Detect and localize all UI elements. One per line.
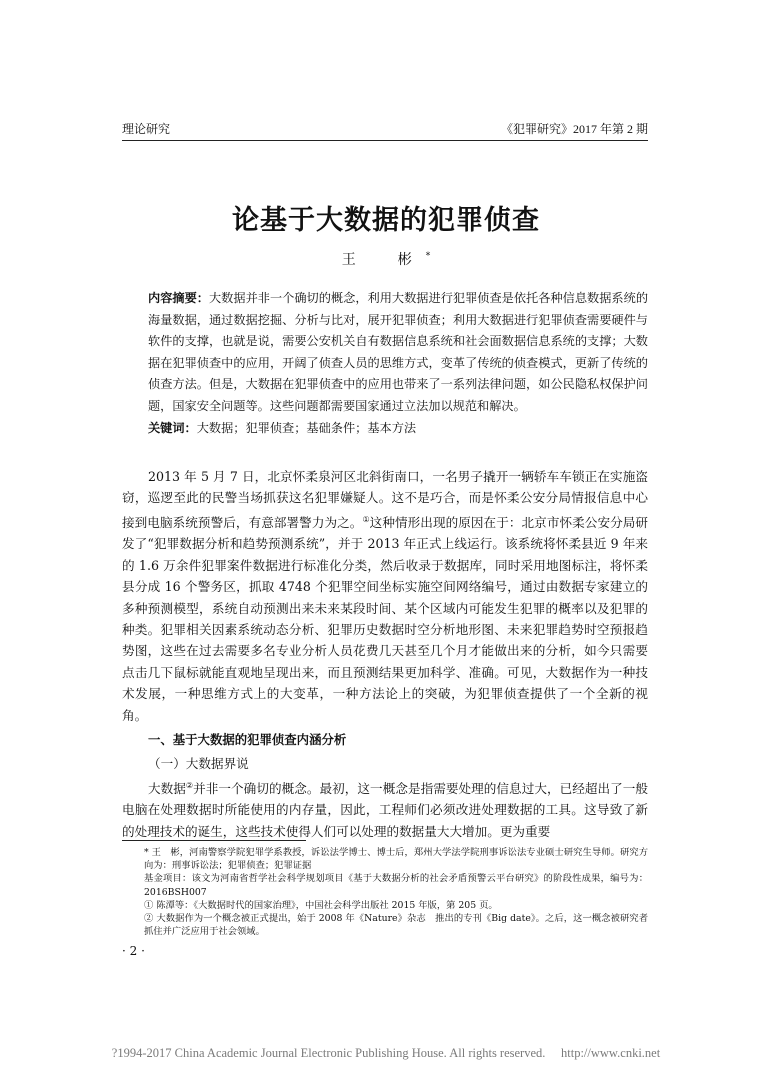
author-line <box>0 249 772 269</box>
paragraph-text: 这种情形出现的原因在于：北京市怀柔公安分局研发了“犯罪数据分析和趋势预测系统”，并于 2013 年正式上线运行。该系统将怀柔县近 9 年来的 1.6 万余件犯罪案件数据进行标准化分类，然后收录于数据库，同时采用地图标注，将怀柔县分成 16 个警务区，抓取 4748 个犯罪空间坐标实施空间网络编号，通过由数据专家建立的多种预测模型，系统自动预测出来未来某段时间、某个区域内可能发生犯罪的概率以及犯罪的种类。犯罪相关因素系统动态分析、犯罪历史数据时空分析地形图、未来犯罪趋势时空预报趋势图，这些在过去需要多名专业分析人员花费几天甚至几个月才能做出来的分析，如今只需要点击几下鼠标就能直观地呈现出来，而且预测结果更加科学、准确。可见，大数据作为一种技术发展，一种思维方式上的大变革，一种方法论上的突破，为犯罪侦查提供了一个全新的视角。 <box>122 515 649 723</box>
body-paragraph-1 <box>122 466 648 726</box>
header-section-label: 理论研究 <box>122 122 171 136</box>
abstract-label: 内容摘要： <box>148 291 209 305</box>
paragraph-text: 大数据 <box>148 781 186 797</box>
body-text <box>122 466 648 842</box>
footnote-fund: 基金项目：该文为河南省哲学社会科学规划项目《基于大数据分析的社会矛盾预警云平台研究》的阶段性成果，编号为：2016BSH007 <box>144 873 648 898</box>
footnote-rule <box>122 840 306 841</box>
page-number: · 2 · <box>122 944 145 958</box>
author-name: 王 彬 <box>341 252 426 268</box>
abstract-paragraph <box>122 288 648 417</box>
running-header <box>122 120 648 138</box>
paragraph-text: 并非一个确切的概念。最初，这一概念是指需要处理的信息过大，已经超出了一般电脑在处理数据时所能使用的内存量，因此，工程师们必须改进处理数据的工具。这导致了新的处理技术的诞生，这些技术使得人们可以处理的数据量大大增加。更为重要 <box>122 781 649 839</box>
header-journal-issue: 《犯罪研究》2017 年第 2 期 <box>500 122 648 136</box>
footnote-author: * 王 彬，河南警察学院犯罪学系教授，诉讼法学博士、博士后，郑州大学法学院刑事诉讼法专业硕士研究生导师。研究方向为：刑事诉讼法；犯罪侦查；犯罪证据 <box>144 847 648 872</box>
copyright-watermark: ?1994-2017 China Academic Journal Electronic Publishing House. All rights reserved. http://www.cnki.net <box>111 1046 661 1060</box>
keywords-text: 大数据；犯罪侦查；基础条件；基本方法 <box>196 421 417 435</box>
footnote-ref-1: ① <box>362 514 370 524</box>
body-paragraph-2 <box>122 775 648 842</box>
footnote-ref-2: ② <box>185 780 194 790</box>
author-footnote-mark: * <box>425 251 431 262</box>
paragraph-text: 2013 年 5 月 7 日，北京怀柔泉河区北斜街南口，一名男子撬开一辆轿车车锁正在实施盗窃，巡逻至此的民警当场抓获这名犯罪嫌疑人。这不是巧合，而是怀柔公安分局情报信息中心接到电脑系统预警后，有意部署警力为之。 <box>122 469 648 530</box>
footnote-1: ① 陈潭等：《大数据时代的国家治理》，中国社会科学出版社 2015 年版，第 205 页。 <box>144 899 498 911</box>
abstract-block <box>122 288 648 440</box>
abstract-text: 大数据并非一个确切的概念，利用大数据进行犯罪侦查是依托各种信息数据系统的海量数据，通过数据挖掘、分析与比对，展开犯罪侦查；利用大数据进行犯罪侦查需要硬件与软件的支撑，也就是说，需要公安机关自有数据信息系统和社会面数据信息系统的支撑；大数据在犯罪侦查中的应用，开阔了侦查人员的思维方式，变革了传统的侦查模式，更新了传统的侦查方法。但是，大数据在犯罪侦查中的应用也带来了一系列法律问题，如公民隐私权保护问题，国家安全问题等。这些问题都需要国家通过立法加以规范和解决。 <box>148 291 649 413</box>
keywords-label: 关键词： <box>148 421 197 435</box>
subsection-heading-1: （一）大数据界说 <box>148 756 249 772</box>
footnote-2: ② 大数据作为一个概念被正式提出，始于 2008 年《Nature》杂志 推出的专刊《Big date》。之后，这一概念被研究者抓住并广泛应用于社会领域。 <box>144 913 648 938</box>
keywords-line <box>122 418 648 440</box>
header-rule <box>122 140 648 141</box>
footnotes-block <box>122 846 648 938</box>
section-heading-1: 一、基于大数据的犯罪侦查内涵分析 <box>148 732 347 748</box>
article-title: 论基于大数据的犯罪侦查 <box>232 205 540 236</box>
